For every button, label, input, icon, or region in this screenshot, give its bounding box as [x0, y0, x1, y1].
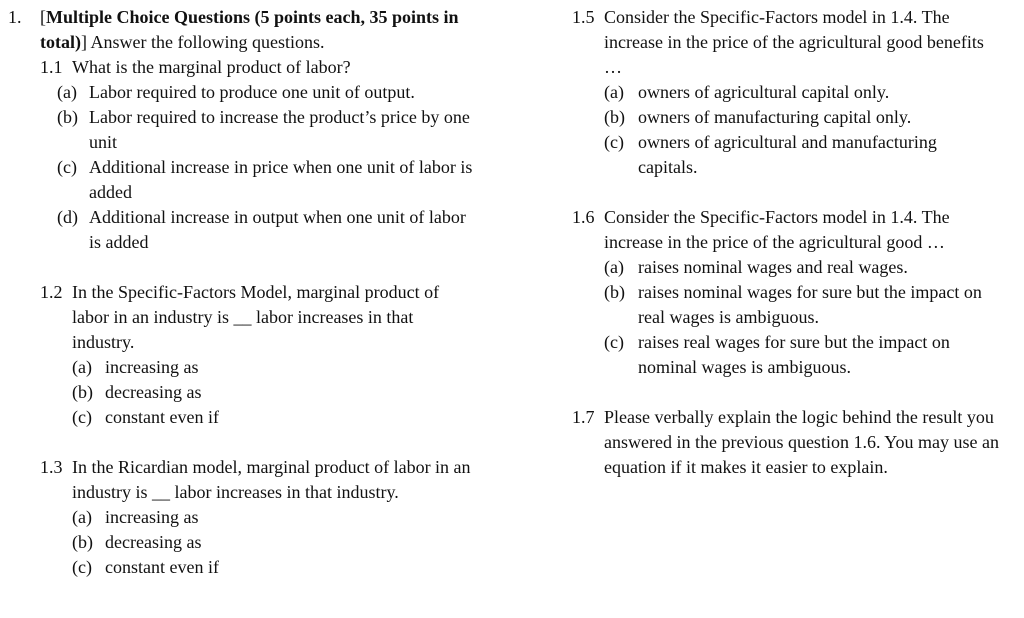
option-text: increasing as — [105, 507, 199, 527]
question-1-2 — [40, 280, 508, 430]
option-label: (a) — [604, 257, 624, 277]
question-number: 1.3 — [40, 457, 63, 477]
option-label: (c) — [72, 557, 92, 577]
option-label: (a) — [604, 82, 624, 102]
question-text: Consider the Specific-Factors model in 1.4. The increase in the price of the agricultural good benefits … — [604, 7, 984, 77]
option-text: owners of manufacturing capital only. — [638, 107, 912, 127]
option-b[interactable] — [604, 105, 1017, 130]
option-label: (a) — [72, 507, 92, 527]
option-list — [57, 80, 508, 255]
question-text — [72, 455, 472, 505]
answer-blank: __ — [233, 307, 252, 327]
answer-blank: __ — [152, 482, 171, 502]
question-text: Consider the Specific-Factors model in 1.4. The increase in the price of the agricultural good … — [604, 207, 950, 252]
option-b[interactable] — [72, 380, 508, 405]
question-stem — [40, 455, 508, 505]
option-label: (b) — [57, 107, 78, 127]
option-text: raises nominal wages for sure but the impact on real wages is ambiguous. — [638, 282, 982, 327]
question-stem — [572, 5, 1017, 80]
option-text: Labor required to increase the product’s price by one unit — [89, 107, 470, 152]
right-column — [572, 5, 1017, 480]
question-1-7 — [572, 405, 1017, 480]
question-text-before: In the Ricardian model, marginal product of labor in an industry is — [72, 457, 471, 502]
option-label: (d) — [57, 207, 78, 227]
option-text: constant even if — [105, 557, 219, 577]
question-number: 1.1 — [40, 57, 63, 77]
option-text: constant even if — [105, 407, 219, 427]
question-stem — [40, 280, 508, 355]
option-label: (c) — [57, 157, 77, 177]
option-label: (b) — [72, 532, 93, 552]
left-column — [8, 5, 508, 580]
question-text-after: labor increases in that industry. — [72, 307, 414, 352]
question-text: What is the marginal product of labor? — [72, 57, 351, 77]
question-text-after: labor increases in that industry. — [174, 482, 399, 502]
option-label: (b) — [604, 282, 625, 302]
section-instructions — [40, 5, 508, 55]
question-stem — [40, 55, 508, 80]
option-a[interactable] — [72, 355, 508, 380]
option-c[interactable] — [604, 130, 1017, 180]
question-stem — [572, 405, 1017, 480]
option-b[interactable] — [57, 105, 508, 155]
section-title: Multiple Choice Questions (5 points each, 35 points in total) — [40, 7, 459, 52]
option-c[interactable] — [604, 330, 1017, 380]
option-text: owners of agricultural capital only. — [638, 82, 890, 102]
question-1-6 — [572, 205, 1017, 380]
option-label: (a) — [57, 82, 77, 102]
option-d[interactable] — [57, 205, 508, 255]
option-text: Additional increase in price when one unit of labor is added — [89, 157, 473, 202]
option-label: (c) — [72, 407, 92, 427]
option-b[interactable] — [604, 280, 1017, 330]
question-number: 1.2 — [40, 282, 63, 302]
question-text-before: In the Specific-Factors Model, marginal product of labor in an industry is — [72, 282, 440, 327]
option-a[interactable] — [57, 80, 508, 105]
option-list — [72, 355, 508, 430]
option-c[interactable] — [72, 555, 508, 580]
option-text: decreasing as — [105, 382, 202, 402]
option-text: raises real wages for sure but the impact on nominal wages is ambiguous. — [638, 332, 950, 377]
option-text: increasing as — [105, 357, 199, 377]
option-label: (b) — [72, 382, 93, 402]
section-open-bracket: [ — [40, 7, 46, 27]
option-c[interactable] — [57, 155, 508, 205]
question-number: 1.6 — [572, 207, 595, 227]
section-number: 1. — [8, 7, 22, 27]
question-number: 1.7 — [572, 407, 595, 427]
option-list — [604, 255, 1017, 380]
option-text: owners of agricultural and manufacturing capitals. — [638, 132, 937, 177]
option-text: Labor required to produce one unit of output. — [89, 82, 415, 102]
option-c[interactable] — [72, 405, 508, 430]
question-stem — [572, 205, 1017, 255]
option-label: (c) — [604, 132, 624, 152]
question-text — [72, 280, 472, 355]
option-a[interactable] — [72, 505, 508, 530]
option-label: (b) — [604, 107, 625, 127]
option-list — [72, 505, 508, 580]
option-text: raises nominal wages and real wages. — [638, 257, 908, 277]
option-label: (c) — [604, 332, 624, 352]
question-text: Please verbally explain the logic behind the result you answered in the previous question 1.6. You may use an equation if it makes it easier to explain. — [604, 407, 999, 477]
option-list — [604, 80, 1017, 180]
option-b[interactable] — [72, 530, 508, 555]
option-text: decreasing as — [105, 532, 202, 552]
question-1-1 — [40, 55, 508, 255]
option-text: Additional increase in output when one unit of labor is added — [89, 207, 466, 252]
option-a[interactable] — [604, 80, 1017, 105]
section-header — [8, 5, 508, 55]
question-number: 1.5 — [572, 7, 595, 27]
option-label: (a) — [72, 357, 92, 377]
question-1-3 — [40, 455, 508, 580]
section-instruction-text: ] Answer the following questions. — [80, 32, 325, 52]
option-a[interactable] — [604, 255, 1017, 280]
question-1-5 — [572, 5, 1017, 180]
